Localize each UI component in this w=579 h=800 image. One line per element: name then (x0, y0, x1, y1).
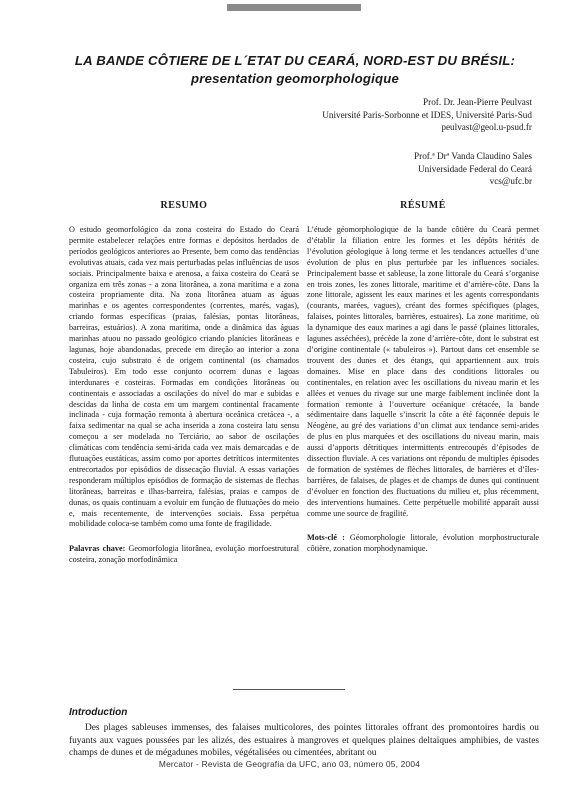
author-affiliation: Universidade Federal do Ceará (417, 163, 532, 174)
article-title (40, 52, 550, 88)
author-block-1 (172, 96, 532, 134)
introduction-text: Des plages sableuses immenses, des falaises multicolores, des pointes littorales offrant des promontoires hardis ou fuyants aux vagues poussées par les alizés, des estuaires à mangroves et quelques plaines deltaïques amphibies, de vastes champs de dunes et de mégadunes mobiles, végétalisées ou cimentées, abritant ou (69, 723, 539, 759)
resumo-heading: RESUMO (160, 200, 208, 211)
resume-heading: RÉSUMÉ (400, 200, 446, 211)
keywords-text: Géomorphologie littorale, évolution morphostructurale côtière, zonation morphodynamique. (307, 533, 539, 554)
resume-keywords (307, 533, 539, 555)
header-rule (227, 4, 361, 11)
resumo-keywords (69, 544, 299, 566)
keywords-label: Palavras chave: (69, 544, 126, 554)
author-email[interactable]: peulvast@geol.u-psud.fr (441, 122, 532, 132)
keywords-label: Mots-clé : (307, 533, 345, 543)
author-email[interactable]: vcs@ufc.br (489, 176, 532, 186)
author-block-2 (172, 150, 532, 188)
section-divider (233, 689, 345, 690)
title-line-2: presentation geomorphologique (190, 71, 399, 86)
introduction-heading: Introduction (69, 707, 128, 718)
author-affiliation: Université Paris-Sorbonne et IDES, Université Paris-Sud (322, 109, 532, 120)
resumo-text: O estudo geomorfológico da zona costeira do Estado do Ceará permite estabelecer relações entre formas e depósitos herdados de períodos geológicos anteriores ao Presente, bem como das tendências evolutivas atuais, cada vez mais perturbadas pelas influências de usos sociais. Principalmente baixa e arenosa, a faixa costeira do Ceará se organiza em três zonas - a zona litorânea, a zona marítima e a zona costeira propriamente dita. Na zona litorânea atuam as águas marinhas e os agentes correspondentes (correntes, marés, vagas), criando formas específicas (praias, falésias, pontas litorâneas, barreiras, estuários). A zona marítima, onde a dinâmica das águas marinhas atuou no passado geológico criando planícies litorâneas e lagunas, hoje abandonadas, precede em direção ao interior a zona costeira, cujo substrato é de origem continental (os chamados Tabuleiros). Em todo esse conjunto ocorrem dunas e lagoas interdunares e costeiras. Formadas em condições litorâneas ou continentais e associadas a oscilações do nível do mar e subidas e descidas da linha de costa em um margem continental fracamente inclinada - cuja formação remonta à abertura oceânica cretácea -, a faixa sedimentar na qual se acha inserida a zona costeira latu sensu começou a ser modelada no Terciário, ao sabor de oscilações climáticas com tendência semi-árida cada vez mais demarcadas e de flutuações eustáticas, assim como por aportes detríticos intermitentes entrecortados por episódios de dissecação fluvial. A essas variações responderam múltiplos episódios de formação de sistemas de flechas litorâneas, barreiras e ilhas-barreira, falésias, praias e campos de dunas, os quais continuam a evoluir em função de flutuações do meio e, mais recentemente, de intervenções sociais. Essa perpétua mobilidade coloca-se também como uma fonte de fragilidade. (69, 225, 299, 529)
journal-footer: Mercator - Revista de Geografia da UFC, ano 03, número 05, 2004 (158, 759, 421, 769)
author-name: Prof.ª Drª Vanda Claudino Sales (414, 151, 532, 161)
title-line-1: LA BANDE CÔTIERE DE L´ETAT DU CEARÁ, NORD-EST DU BRÉSIL: (74, 53, 516, 68)
resume-column (307, 200, 539, 555)
author-name: Prof. Dr. Jean-Pierre Peulvast (423, 97, 532, 107)
keywords-text: Geomorfologia litorânea, evolução morfoestrutural costeira, zonação morfodinâmica (69, 544, 299, 565)
resumo-column (69, 200, 299, 566)
resume-text: L’étude géomorphologique de la bande côtière du Ceará permet d’établir la filiation entre les formes et les dépôts hérités de l’évolution géologique à long terme et les tendances actuelles d’une évolution de plus en plus perturbée par les influences sociales. Principalement basse et sableuse, la zone littorale du Ceará s’organise en trois zones, les zones littorale, maritime et d’arrière-côte. Dans la zone littorale, agissent les eaux marines et les agents correspondants (courants, marées, vagues), créant des formes spécifiques (plages, falaises, pointes littorales, barrières, estuaires). La zone maritime, où la dynamique des eaux marines a agi dans le passé (plaines littorales, lagunes asséchées), précède la zone d’arrière-côte, dont le substrat est d’origine continentale (« tabuleiros »). Partout dans cet ensemble se trouvent des dunes et des étangs, qui appartiennent aux trois domaines. Mise en place dans des conditions littorales ou continentales, en relation avec les oscillations du niveau marin et les allées et venues du rivage sur une marge faiblement inclinée dont la formation remonte à l’ouverture océanique crétacée, la bande sédimentaire dans laquelle s’inscrit la côte a été façonnée depuis le Néogène, au gré des variations d’un climat aux tendance semi-arides de plus en plus marquées et des oscillations du niveau marin, mais aussi d’apports détritiques intermittents entrecoupés d’épisodes de dissection fluviale. A ces variations ont répondu de multiples épisodes de formation de systèmes de flèches littorales, de barrières et d’îles-barrières, de falaises, de plages et de champs de dunes qui continuent d’évoluer en fonction des fluctuations du milieu et, plus récemment, des interventions humaines. Cette perpétuelle mobilité apparaît aussi comme une source de fragilité. (307, 225, 539, 518)
